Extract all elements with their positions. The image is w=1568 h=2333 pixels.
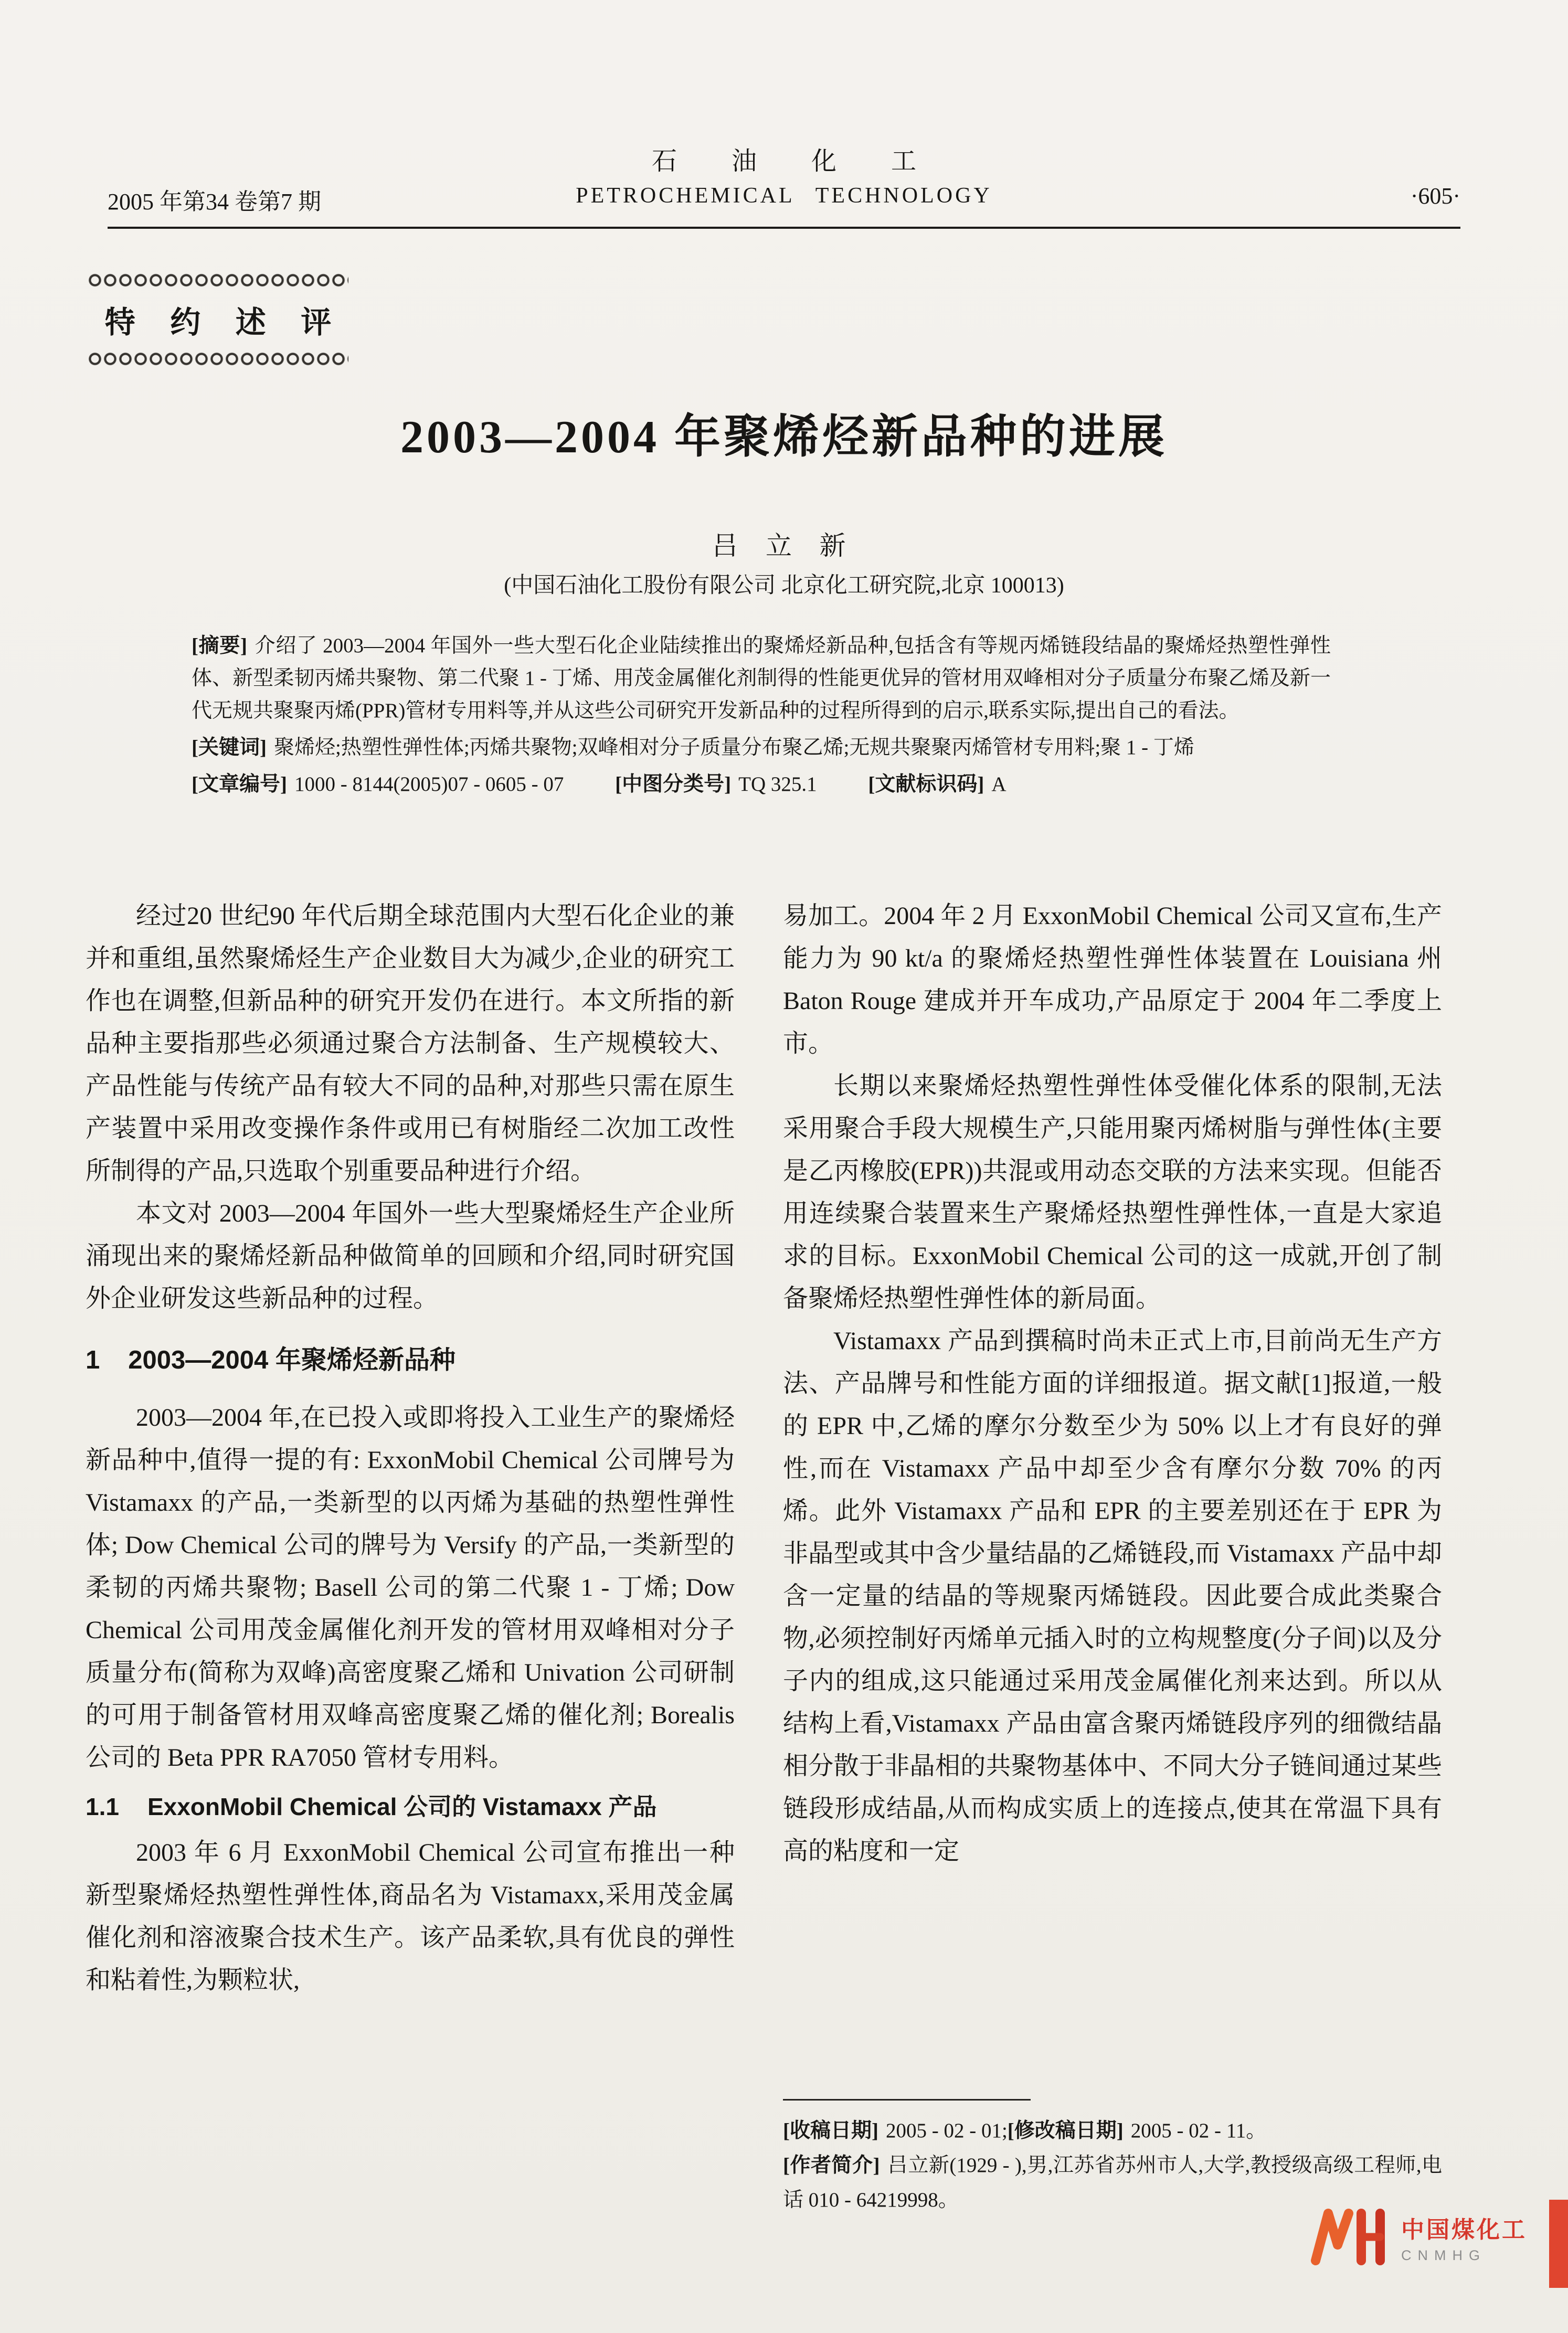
section-number: 1 bbox=[86, 1346, 100, 1374]
paragraph: 2003 年 6 月 ExxonMobil Chemical 公司宣布推出一种新型聚烯烃热塑性弹性体,商品名为 Vistamaxx,采用茂金属催化剂和溶液聚合技术生产。该产品柔软,具有优良的弹性和粘着性,为颗粒状, bbox=[86, 1839, 735, 1994]
feature-column-badge bbox=[86, 273, 351, 366]
paragraph: 易加工。2004 年 2 月 ExxonMobil Chemical 公司又宣布,生产能力为 90 kt/a 的聚烯烃热塑性弹性体装置在 Louisiana 州 Baton Rouge 建成并开车成功,产品原定于 2004 年二季度上市。 bbox=[783, 902, 1442, 1057]
journal-header bbox=[0, 141, 1568, 208]
subsection-heading bbox=[86, 1789, 735, 1824]
feature-column-badge-label: 特 约 述 评 bbox=[104, 305, 345, 340]
body-column-left bbox=[86, 895, 735, 2001]
logo-text-en: CNMHG bbox=[1401, 2247, 1486, 2263]
page-number: ·605· bbox=[1410, 183, 1460, 209]
author-bio: 吕立新(1929 - ),男,江苏省苏州市人,大学,教授级高级工程师,电话 010 - 64219998。 bbox=[783, 2154, 1442, 2211]
clc-group bbox=[615, 773, 817, 796]
footnote-rule bbox=[783, 2099, 1031, 2101]
revised-date-label: [修改稿日期] bbox=[1007, 2119, 1124, 2142]
page-edge-red-bar bbox=[1549, 2200, 1568, 2288]
abstract-label: [摘要] bbox=[192, 634, 247, 657]
clc-label: [中图分类号] bbox=[615, 773, 732, 796]
logo-text-cn: 中国煤化工 bbox=[1401, 2217, 1527, 2243]
footnotes bbox=[783, 2114, 1442, 2218]
article-title: 2003—2004 年聚烯烃新品种的进展 bbox=[400, 412, 1168, 463]
paragraph: 2003—2004 年,在已投入或即将投入工业生产的聚烯烃新品种中,值得一提的有: ExxonMobil Chemical 公司牌号为 Vistamaxx 的产品,一类新型的以丙烯为基础的热塑性弹性体; Dow Chemical 公司的牌号为 Versify 的产品,一类新型的柔韧的丙烯共聚物; Basell 公司的第二代聚 1 - 丁烯; Dow Chemical 公司用茂金属催化剂开发的管材用双峰相对分子质量分布(简称为双峰)高密度聚乙烯和 Univation 公司研制的可用于制备管材用双峰高密度聚乙烯的催化剂; Borealis 公司的 Beta PPR RA7050 管材专用料。 bbox=[86, 1404, 735, 1772]
section-heading bbox=[86, 1342, 735, 1378]
paragraph: 长期以来聚烯烃热塑性弹性体受催化体系的限制,无法采用聚合手段大规模生产,只能用聚丙烯树脂与弹性体(主要是乙丙橡胶(EPR))共混或用动态交联的方法来实现。但能否用连续聚合装置来生产聚烯烃热塑性弹性体,一直是大家追求的目标。ExxonMobil Chemical 公司的这一成就,开创了制备聚烯烃热塑性弹性体的新局面。 bbox=[783, 1072, 1442, 1312]
coal-chem-logo-icon bbox=[1308, 2204, 1390, 2270]
subsection-title: ExxonMobil Chemical 公司的 Vistamaxx 产品 bbox=[147, 1793, 657, 1820]
watermark-logo bbox=[1308, 2204, 1527, 2270]
keywords-label: [关键词] bbox=[192, 736, 267, 759]
abstract-text: 介绍了 2003—2004 年国外一些大型石化企业陆续推出的聚烯烃新品种,包括含有等规丙烯链段结晶的聚烯烃热塑性弹性体、新型柔韧丙烯共聚物、第二代聚 1 - 丁烯、用茂金属催化剂制得的性能更优异的管材用双峰相对分子质量分布聚乙烯及新一代无规共聚聚丙烯(PPR)管材专用料等,并从这些公司研究开发新品种的过程所得到的启示,联系实际,提出自己的看法。 bbox=[192, 634, 1331, 722]
doc-code-label: [文献标识码] bbox=[868, 773, 984, 796]
clc-number: TQ 325.1 bbox=[738, 773, 817, 796]
author-bio-label: [作者简介] bbox=[783, 2154, 880, 2177]
header-issue: 2005 年第34 卷第7 期 bbox=[108, 189, 321, 215]
keywords-text: 聚烯烃;热塑性弹性体;丙烯共聚物;双峰相对分子质量分布聚乙烯;无规共聚聚丙烯管材专用料;聚 1 - 丁烯 bbox=[273, 736, 1194, 759]
subsection-number: 1.1 bbox=[86, 1793, 119, 1820]
article-number-label: [文章编号] bbox=[192, 773, 287, 796]
keywords bbox=[192, 731, 1331, 764]
received-date: 2005 - 02 - 01; bbox=[885, 2119, 1008, 2142]
received-date-label: [收稿日期] bbox=[783, 2119, 878, 2142]
abstract bbox=[192, 630, 1331, 727]
journal-title-en: PETROCHEMICAL TECHNOLOGY bbox=[576, 184, 992, 208]
paragraph: 经过20 世纪90 年代后期全球范围内大型石化企业的兼并和重组,虽然聚烯烃生产企业数目大为减少,企业的研究工作也在调整,但新品种的研究开发仍在进行。本文所指的新品种主要指那些必须通过聚合方法制备、生产规模较大、产品性能与传统产品有较大不同的品种,对那些只需在原生产装置中采用改变操作条件或用已有树脂经二次加工改性所制得的产品,只选取个别重要品种进行介绍。 bbox=[86, 902, 735, 1185]
article-identifiers bbox=[192, 768, 1331, 801]
section-title: 2003—2004 年聚烯烃新品种 bbox=[128, 1346, 455, 1374]
article-number-group bbox=[192, 773, 564, 796]
journal-title-cn: 石 油 化 工 bbox=[651, 147, 940, 175]
doc-code-group bbox=[868, 773, 1006, 796]
author-name: 吕 立 新 bbox=[712, 531, 856, 560]
article-number: 1000 - 8144(2005)07 - 0605 - 07 bbox=[294, 773, 564, 796]
body-column-right bbox=[783, 895, 1442, 1872]
header-rule bbox=[108, 227, 1460, 229]
author-affiliation: (中国石油化工股份有限公司 北京化工研究院,北京 100013) bbox=[504, 574, 1064, 598]
logo-text bbox=[1401, 2211, 1527, 2264]
footnote-dates bbox=[783, 2114, 1442, 2148]
doc-code: A bbox=[991, 773, 1007, 796]
paragraph: 本文对 2003—2004 年国外一些大型聚烯烃生产企业所涌现出来的聚烯烃新品种做简单的回顾和介绍,同时研究国外企业研发这些新品种的过程。 bbox=[86, 1200, 735, 1312]
revised-date: 2005 - 02 - 11。 bbox=[1130, 2119, 1267, 2142]
paragraph: Vistamaxx 产品到撰稿时尚未正式上市,目前尚无生产方法、产品牌号和性能方面的详细报道。据文献[1]报道,一般的 EPR 中,乙烯的摩尔分数至少为 50% 以上才有良好的弹性,而在 Vistamaxx 产品中却至少含有摩尔分数 70% 的丙烯。此外 Vistamaxx 产品和 EPR 的主要差别还在于 EPR 为非晶型或其中含少量结晶的乙烯链段,而 Vistamaxx 产品中却含一定量的结晶的等规聚丙烯链段。因此要合成此类聚合物,必须控制好丙烯单元插入时的立构规整度(分子间)以及分子内的组成,这只能通过采用茂金属催化剂来达到。所以从结构上看,Vistamaxx 产品由富含聚丙烯链段序列的细微结晶相分散于非晶相的共聚物基体中、不同大分子链间通过某些链段形成结晶,从而构成实质上的连接点,使其在常温下具有高的粘度和一定 bbox=[783, 1327, 1442, 1865]
article-meta bbox=[192, 630, 1331, 801]
